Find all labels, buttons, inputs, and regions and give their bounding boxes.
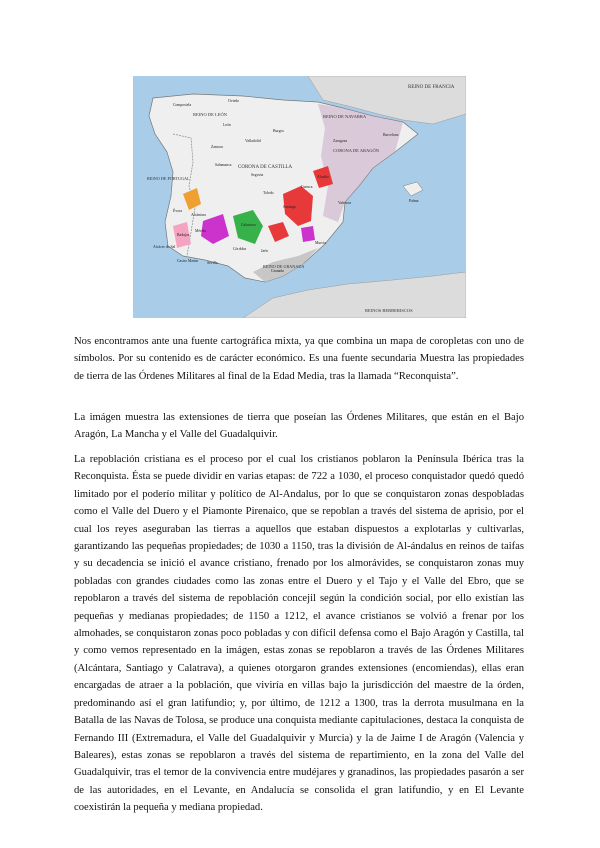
city-label: Granada (271, 269, 284, 273)
city-label: León (223, 123, 231, 127)
city-label: Palma (409, 199, 419, 203)
paragraph-source-description: Nos encontramos ante una fuente cartográfica mixta, ya que combina un mapa de coropletas con uno de símbolos. Por su contenido es de carácter económico. Es una fuente secundaria Muestra las propiedades de tierra de las Órdenes Militares al final de la Edad Media, tras la llamada “Reconquista”. (74, 336, 524, 382)
city-label: Alcañiz (317, 175, 329, 179)
label-aragon: CORONA DE ARAGÓN (333, 148, 380, 153)
label-berberiscos: REINOS BERBERISCOS (365, 308, 413, 313)
city-label: Barcelona (383, 133, 399, 137)
label-francia: REINO DE FRANCIA (408, 85, 455, 90)
city-label: Salamanca (215, 163, 232, 167)
iberia-military-orders-map (133, 76, 466, 318)
city-label: Alcántara (191, 213, 206, 217)
city-label: Valencia (338, 201, 352, 205)
label-portugal: REINO DE PORTUGAL (147, 176, 190, 181)
city-label: Castro Marim (177, 259, 199, 263)
city-label: Évora (173, 209, 183, 213)
map-svg (133, 76, 466, 318)
city-label: Cuenca (301, 185, 313, 189)
city-label: Oviedo (228, 99, 240, 103)
city-label: Compostela (173, 103, 192, 107)
order-lands-murcia (301, 226, 315, 242)
city-label: Santiago (283, 205, 297, 209)
label-leon: REINO DE LEÓN (193, 112, 227, 117)
paragraph-repoblacion: La repoblación cristiana es el proceso por el cual los cristianos poblaron la Península Ibérica tras la Reconquista. Ésta se puede dividir en varias etapas: de 722 a 1030, el proceso conquistador quedó quedó limitado por el poderío militar y político de Al-Andalus, por lo que se conquistaron zonas despobladas como el Valle del Duero y el Piamonte Pirenaico, que se repoblan a través del sistema de aprisio, por el cual los reyes aseguraban las tierras a aquellos que estaban dispuestos a explotarlas y cultivarlas, garantizando las pequeñas propiedades; de 1030 a 1150, tras la división de Al-ándalus en reinos de taifas y su decadencia se inició el avance cristiano, frenado por los almorávides, se conquistaron zonas muy pobladas con grandes ciudades como las zonas entre el Duero y el Tajo y el Valle del Ebro, que se repoblaron a través del sistema de repoblación concejil según la condición social, por ello existían las pequeñas y medianas propiedades; de 1150 a 1212, el avance cristianos se volvió a frenar por los almohades, se conquistaron zonas poco pobladas y con difícil defensa como el Bajo Aragón y Castilla, tal y como vemos representado en la imágen, estas zonas se repoblaron a través de las Órdenes Militares (Alcántara, Santiago y Calatrava), a quienes otorgaron grandes extensiones (encomiendas), ellas eran encargadas de atraer a la población, que viviría en villas bajo la jurisdicción del maestre de la órden, predominando así el gran latifundio; y, por último, de 1212 a 1300, tras la derrota musulmana en la Batalla de las Navas de Tolosa, se produce una conquista mediante capitulaciones, destaca la conquista de Fernando III (Extremadura, el Valle del Guadalquivir y Murcia) y la de Jaime I de Aragón (Valencia y Baleares), estas zonas se repoblaron a través del sistema de repartimiento, en la zona del Valle del Guadalquivir, tras el temor de la convivencia entre mudéjares y granadinos, las propiedades pasarón a ser de las autoridades, en el Levante, en Andalucía se consolida el gran latifundio, y en El Levante coexistirán la pequeña y mediana propiedad. (74, 454, 524, 814)
city-label: Segovia (251, 173, 264, 177)
label-castilla: CORONA DE CASTILLA (238, 165, 293, 170)
city-label: Badajoz (177, 233, 190, 237)
city-label: Zaragoza (333, 139, 348, 143)
city-label: Valladolid (245, 139, 261, 143)
label-navarra: REINO DE NAVARRA (323, 114, 367, 119)
paragraph-map-content: La imágen muestra las extensiones de tierra que poseían las Órdenes Militares, que están en el Bajo Aragón, La Mancha y el Valle del Guadalquivir. (74, 412, 524, 441)
city-label: Calatrava (241, 223, 256, 227)
label-granada: REINO DE GRANADA (263, 264, 305, 269)
city-label: Sevilla (207, 261, 218, 265)
city-label: Burgos (273, 129, 284, 133)
city-label: Toledo (263, 191, 274, 195)
city-label: Murcia (315, 241, 326, 245)
city-label: Jaén (261, 249, 268, 253)
city-label: Zamora (211, 145, 223, 149)
city-label: Mérida (195, 229, 206, 233)
city-label: Alcácer do Sal (153, 245, 176, 249)
city-label: Córdoba (233, 247, 247, 251)
